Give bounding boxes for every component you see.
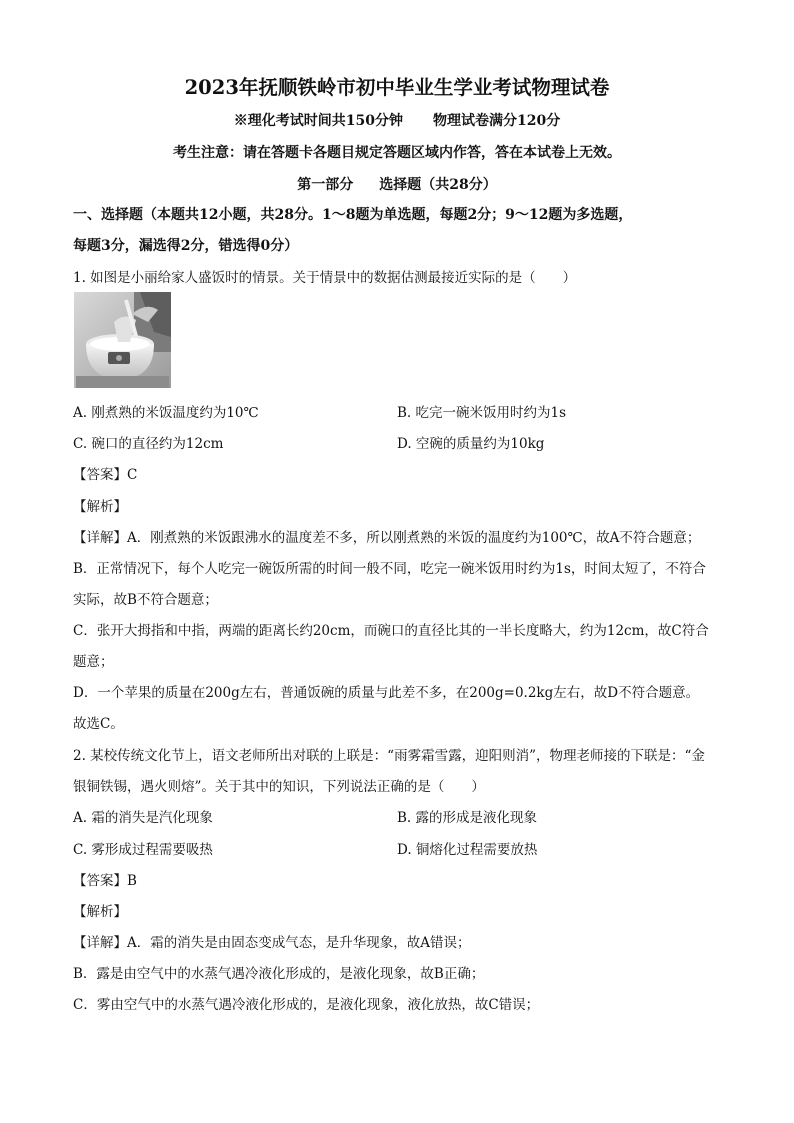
part-label: 第一部分 bbox=[297, 177, 354, 193]
answer-value: B bbox=[127, 873, 137, 889]
exam-title: 2023年抚顺铁岭市初中毕业生学业考试物理试卷 bbox=[184, 76, 610, 99]
photo-illustration bbox=[74, 292, 171, 388]
explain-text: A．霜的消失是由固态变成气态，是升华现象，故A错误； bbox=[127, 935, 471, 951]
q1-explain-line: 实际，故B不符合题意； bbox=[73, 592, 218, 608]
q2-option-d: D. 铜熔化过程需要放热 bbox=[397, 842, 538, 858]
q1-explain-line: D．一个苹果的质量在200g左右，普通饭碗的质量与此差不多，在200g=0.2kg左右，故D不符合题意。 bbox=[73, 685, 700, 701]
q1-option-a: A. 刚煮熟的米饭温度约为10℃ bbox=[73, 405, 259, 421]
q1-explain-line: C．张开大拇指和中指，两端的距离长约20cm，而碗口的直径比其的一半长度略大，约为12cm，故C符合 bbox=[73, 623, 709, 639]
section-instructions-line2: 每题3分，漏选得2分，错选得0分） bbox=[73, 238, 299, 254]
q1-option-b: B. 吃完一碗米饭用时约为1s bbox=[397, 405, 567, 421]
detail-tag: 【详解】 bbox=[73, 935, 127, 951]
exam-info bbox=[0, 110, 794, 130]
rice-cooker-photo bbox=[74, 292, 171, 388]
q2-explain-line: B．露是由空气中的水蒸气遇冷液化形成的，是液化现象，故B正确； bbox=[73, 966, 485, 982]
part-title: 选择题（共28分） bbox=[379, 177, 497, 193]
q1-option-d: D. 空碗的质量约为10kg bbox=[397, 436, 545, 452]
answer-tag: 【答案】 bbox=[73, 467, 127, 483]
section-instructions-line1: 一、选择题（本题共12小题，共28分。1～8题为单选题，每题2分；9～12题为多选题， bbox=[73, 207, 633, 223]
answer-value: C bbox=[127, 467, 138, 483]
candidate-notice: 考生注意：请在答题卡各题目规定答题区域内作答，答在本试卷上无效。 bbox=[173, 145, 621, 161]
q2-explain-line bbox=[73, 931, 471, 951]
detail-tag: 【详解】 bbox=[73, 530, 127, 546]
q1-explain-line: B．正常情况下，每个人吃完一碗饭所需的时间一般不同，吃完一碗米饭用时约为1s，时间太短了，不符合 bbox=[73, 561, 706, 577]
q2-option-b: B. 露的形成是液化现象 bbox=[397, 810, 538, 826]
q2-stem-line2: 银铜铁锡，遇火则熔”。关于其中的知识，下列说法正确的是（ ） bbox=[73, 779, 485, 795]
q1-option-c: C. 碗口的直径约为12cm bbox=[73, 436, 224, 452]
q1-explain-line bbox=[73, 526, 700, 546]
time-note: ※理化考试时间共150分钟 bbox=[233, 113, 403, 129]
q2-stem-line1: 2. 某校传统文化节上，语文老师所出对联的上联是：“雨雾霜雪露，迎阳则消”，物理老师接的下联是：“金 bbox=[73, 748, 705, 764]
q1-analysis-tag: 【解析】 bbox=[73, 499, 127, 515]
q2-option-c: C. 雾形成过程需要吸热 bbox=[73, 842, 213, 858]
q1-stem: 1. 如图是小丽给家人盛饭时的情景。关于情景中的数据估测最接近实际的是（ ） bbox=[73, 270, 577, 286]
q2-answer bbox=[73, 869, 137, 889]
q2-explain-line: C．雾由空气中的水蒸气遇冷液化形成的，是液化现象，液化放热，故C错误； bbox=[73, 997, 540, 1013]
q2-option-a: A. 霜的消失是汽化现象 bbox=[73, 810, 213, 826]
answer-tag: 【答案】 bbox=[73, 873, 127, 889]
part-heading bbox=[0, 174, 794, 194]
q2-analysis-tag: 【解析】 bbox=[73, 904, 127, 920]
explain-text: A．刚煮熟的米饭跟沸水的温度差不多，所以刚煮熟的米饭的温度约为100℃，故A不符合题意； bbox=[127, 530, 701, 546]
q1-conclusion: 故选C。 bbox=[73, 716, 124, 732]
score-note: 物理试卷满分120分 bbox=[433, 113, 561, 129]
q1-answer bbox=[73, 463, 137, 483]
q1-explain-line: 题意； bbox=[73, 654, 114, 670]
